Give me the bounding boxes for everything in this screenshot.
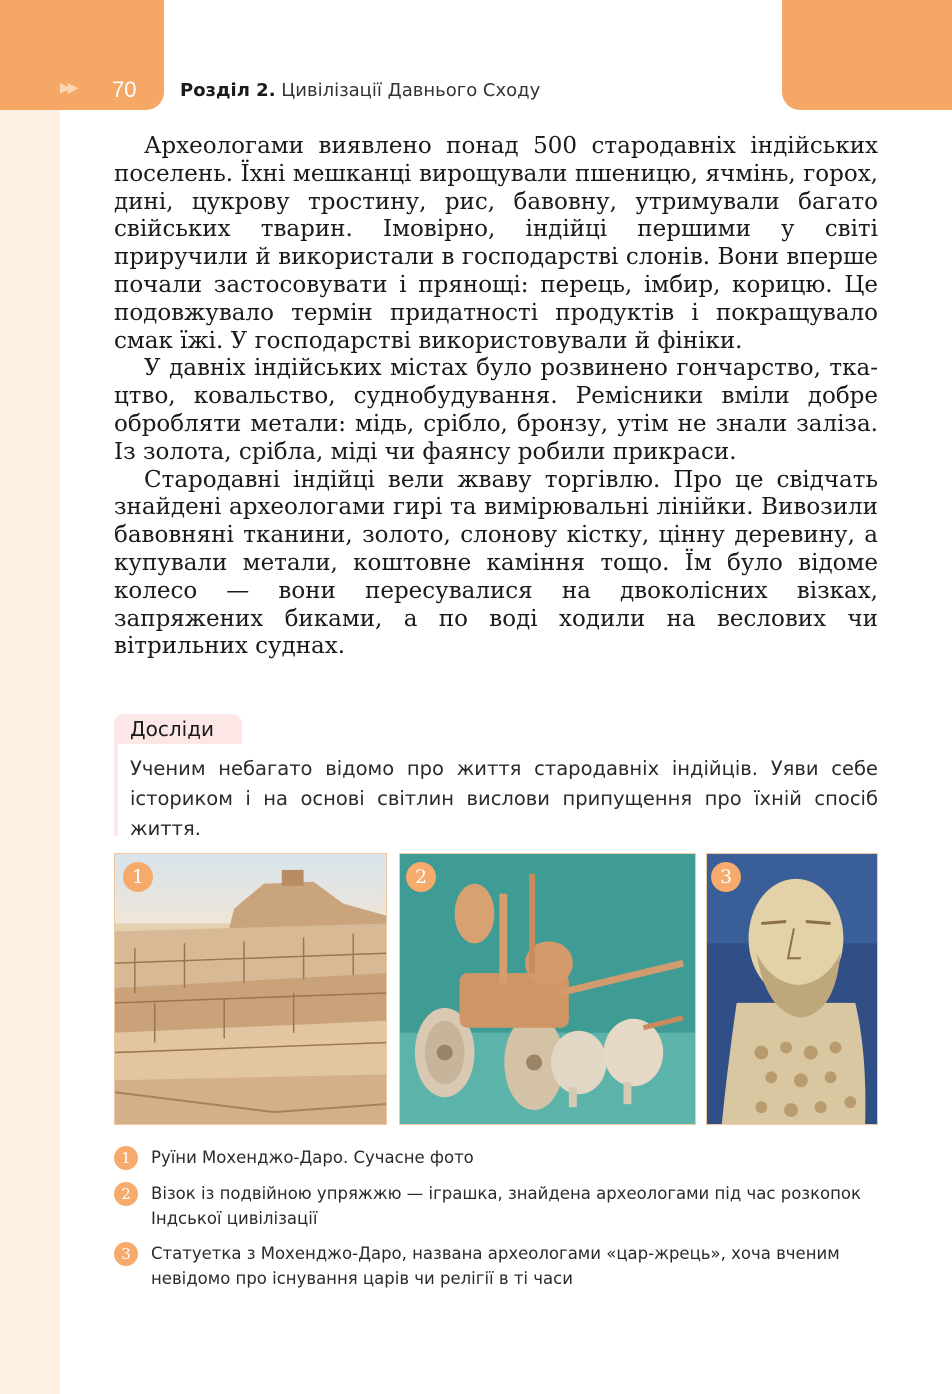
page-arrows-icon: ▶▶ bbox=[60, 80, 76, 96]
photo-number-badge: 1 bbox=[123, 862, 153, 892]
paragraph: У давніх індійських містах було розвинено гончарство, ткацтво, ковальство, суднобудування. Ремісники вміли добре обробляти метали: мідь, срібло, бронзу, утім не знали заліза. Із золота, срібла, міді чи фаянсу робили прикраси. bbox=[114, 355, 878, 465]
header-tab-left bbox=[0, 0, 164, 110]
task-text: Ученим небагато відомо про життя стародавніх індійців. Уяви себе істориком і на основі світлин вислови припущення про їхній спосіб життя. bbox=[130, 757, 878, 840]
caption-3 bbox=[114, 1241, 874, 1291]
photo-number-badge: 2 bbox=[406, 862, 436, 892]
photo-toy-cart bbox=[399, 853, 696, 1125]
caption-number: 3 bbox=[114, 1242, 138, 1266]
header-tab-right bbox=[782, 0, 952, 110]
caption-1 bbox=[114, 1145, 874, 1170]
paragraph: Археологами виявлено понад 500 стародавніх індійських поселень. Їхні мешканці вирощували пшеницю, ячмінь, горох, дині, цукрову тростину, рис, бавовну, утримували багато свійських тварин. Імовірно, індійці першими у світі приручили й використали в господарстві слонів. Вони вперше почали застосовувати і прянощі: перець, імбир, корицю. Це подовжувало термін придатності продуктів і покращувало смак їжі. У господарстві використовували й фініки. bbox=[114, 133, 878, 354]
photo-statuette bbox=[706, 853, 878, 1125]
photo-ruins bbox=[114, 853, 387, 1125]
caption-number: 2 bbox=[114, 1182, 138, 1206]
photo-number-badge: 3 bbox=[711, 862, 741, 892]
task-side-bar bbox=[114, 744, 118, 836]
toy-cart-illustration bbox=[400, 854, 695, 1124]
caption-text: Руїни Мохенджо-Даро. Сучасне фото bbox=[151, 1148, 474, 1167]
section-label: Розділ 2. bbox=[180, 80, 276, 101]
running-header bbox=[180, 80, 540, 101]
page-number: 70 bbox=[112, 77, 137, 102]
task-heading: Досліди bbox=[130, 717, 215, 741]
caption-2 bbox=[114, 1181, 874, 1231]
statuette-illustration bbox=[707, 854, 877, 1124]
ruins-illustration bbox=[115, 854, 386, 1124]
caption-text: Статуетка з Мохенджо-Даро, названа археологами «цар-жрець», хоча вченим невідомо про існування царів чи релігії в ті часи bbox=[151, 1244, 840, 1288]
main-text bbox=[114, 133, 878, 661]
caption-text: Візок із подвійною упряжжю — іграшка, знайдена археологами під час розкопок Індської цивілізації bbox=[151, 1184, 861, 1228]
left-margin-band bbox=[0, 0, 60, 1394]
task-heading-box bbox=[114, 714, 242, 744]
section-title: Цивілізації Давнього Сходу bbox=[281, 80, 541, 101]
paragraph: Стародавні індійці вели жваву торгівлю. Про це свідчать знайдені археологами гирі та вимірювальні лінійки. Вивозили бавовняні тканини, золото, слонову кістку, цінну деревину, а купували метали, коштовне каміння тощо. Їм було відоме колесо — вони пересувалися на двоколісних візках, запряжених биками, а по воді ходили на веслових чи вітрильних суднах. bbox=[114, 466, 878, 660]
caption-number: 1 bbox=[114, 1146, 138, 1170]
